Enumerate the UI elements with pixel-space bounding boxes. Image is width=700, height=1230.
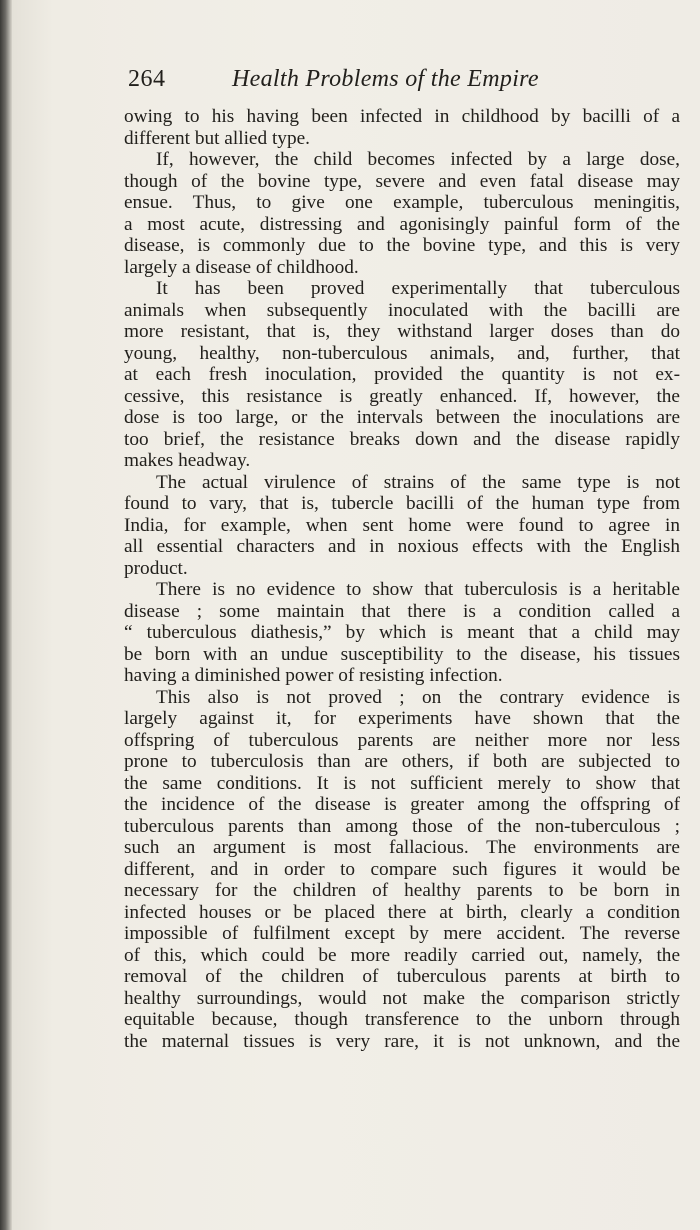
text-line: tuberculous parents than among those of the non-tuberculous ; <box>124 815 680 837</box>
text-line: ensue. Thus, to give one example, tuberculous meningitis, <box>124 192 680 213</box>
text-line: a most acute, distressing and agonisingly painful form of the <box>124 213 680 235</box>
text-line: different but allied type. <box>124 127 310 149</box>
text-line: the incidence of the disease is greater among the offspring of <box>124 794 680 815</box>
text-line: the same conditions. It is not sufficient merely to show that <box>124 772 680 794</box>
text-line: equitable because, though transference to the unborn through <box>124 1009 680 1030</box>
text-line: “ tuberculous diathesis,” by which is meant that a child may <box>124 622 680 643</box>
text-line: different, and in order to compare such figures it would be <box>124 858 680 880</box>
text-line: having a diminished power of resisting infection. <box>124 665 503 686</box>
text-line: more resistant, that is, they withstand larger doses than do <box>124 321 680 342</box>
text-line: largely a disease of childhood. <box>124 256 359 278</box>
text-line: dose is too large, or the intervals between the inoculations are <box>124 407 680 428</box>
text-line: There is no evidence to show that tuberculosis is a heritable <box>156 579 680 600</box>
text-line: impossible of fulfilment except by mere accident. The reverse <box>124 923 680 944</box>
text-line: owing to his having been infected in childhood by bacilli of a <box>124 106 680 127</box>
text-line: disease ; some maintain that there is a condition called a <box>124 600 680 622</box>
text-line: cessive, this resistance is greatly enhanced. If, however, the <box>124 385 680 407</box>
text-line: infected houses or be placed there at birth, clearly a condition <box>124 901 680 923</box>
text-line: though of the bovine type, severe and even fatal disease may <box>124 170 680 192</box>
text-line: India, for example, when sent home were found to agree in <box>124 514 680 536</box>
text-line: found to vary, that is, tubercle bacilli of the human type from <box>124 493 680 514</box>
text-line: young, healthy, non-tuberculous animals, and, further, that <box>124 342 680 364</box>
text-line: necessary for the children of healthy parents to be born in <box>124 880 680 901</box>
text-line: It has been proved experimentally that tuberculous <box>156 278 680 299</box>
text-line: all essential characters and in noxious effects with the English <box>124 536 680 557</box>
text-line: such an argument is most fallacious. The environments are <box>124 837 680 858</box>
text-line: disease, is commonly due to the bovine type, and this is very <box>124 235 680 256</box>
text-line: removal of the children of tuberculous parents at birth to <box>124 966 680 987</box>
text-line: prone to tuberculosis than are others, if both are subjected to <box>124 751 680 772</box>
body-text <box>124 106 680 1052</box>
text-line: animals when subsequently inoculated with the bacilli are <box>124 299 680 321</box>
text-line: makes headway. <box>124 450 251 471</box>
text-line: the maternal tissues is very rare, it is not unknown, and the <box>124 1030 680 1052</box>
text-line: If, however, the child becomes infected by a large dose, <box>156 149 680 170</box>
binding-shadow <box>0 0 12 1230</box>
text-line: healthy surroundings, would not make the comparison strictly <box>124 987 680 1009</box>
text-line: product. <box>124 557 188 579</box>
running-title: Health Problems of the Empire <box>232 66 539 92</box>
text-line: largely against it, for experiments have shown that the <box>124 708 680 729</box>
text-line: The actual virulence of strains of the same type is not <box>156 471 680 493</box>
page-number: 264 <box>128 66 166 92</box>
text-line: offspring of tuberculous parents are neither more nor less <box>124 729 680 751</box>
text-line: at each fresh inoculation, provided the quantity is not ex- <box>124 364 680 385</box>
text-line: too brief, the resistance breaks down and the disease rapidly <box>124 428 680 450</box>
page-header <box>128 66 688 100</box>
text-line: This also is not proved ; on the contrary evidence is <box>156 686 680 708</box>
text-line: be born with an undue susceptibility to the disease, his tissues <box>124 643 680 665</box>
text-line: of this, which could be more readily carried out, namely, the <box>124 944 680 966</box>
